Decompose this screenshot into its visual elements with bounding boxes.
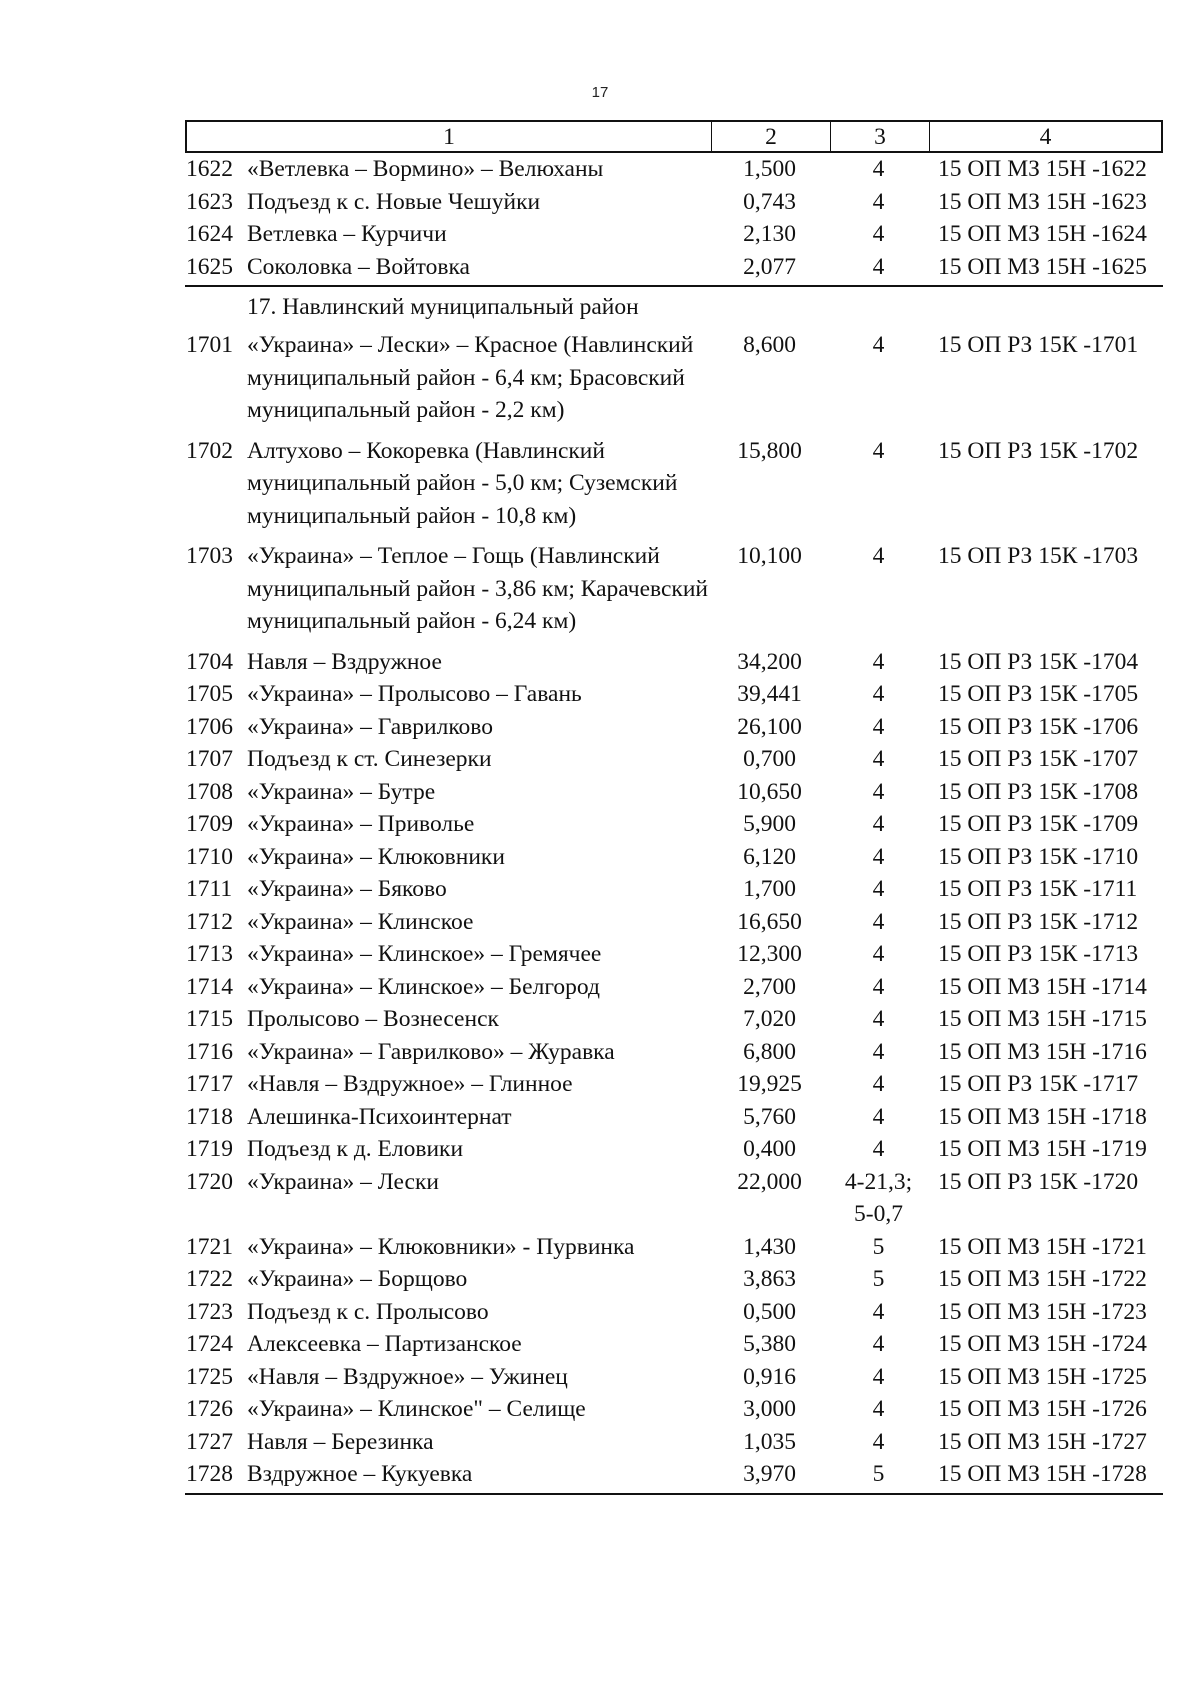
road-name: «Украина» – Борщово: [247, 1266, 468, 1292]
road-length: 1,700: [743, 876, 796, 902]
road-length: 2,130: [743, 221, 796, 247]
road-code: 15 ОП МЗ 15Н -1718: [938, 1103, 1147, 1130]
road-length: 6,800: [743, 1038, 796, 1065]
road-category: 4: [872, 156, 885, 182]
road-length: 1,035: [743, 1428, 796, 1455]
road-length: 0,743: [743, 188, 796, 215]
road-category: 4: [872, 1396, 885, 1422]
road-length: 10,100: [737, 543, 802, 569]
road-name: Пролысово – Вознесенск: [247, 1006, 499, 1032]
road-length: 0,400: [743, 1136, 796, 1162]
road-length: 15,800: [737, 437, 802, 464]
table-row: [185, 1328, 1163, 1361]
road-code: 15 ОП МЗ 15Н -1723: [938, 1298, 1147, 1325]
road-length: 5,900: [743, 811, 796, 837]
road-code: 15 ОП МЗ 15Н -1724: [938, 1331, 1147, 1357]
road-category: 4: [872, 973, 885, 1000]
road-length: 7,020: [743, 1006, 796, 1032]
road-number: 1709: [186, 811, 233, 837]
table-row: [185, 251, 1163, 284]
road-code: 15 ОП РЗ 15К -1708: [938, 778, 1139, 805]
road-name: «Украина» – Гаврилково: [247, 713, 493, 740]
road-length: 22,000: [737, 1168, 802, 1195]
header-col-4: 4: [1039, 124, 1052, 150]
road-code: 15 ОП РЗ 15К -1720: [938, 1168, 1139, 1195]
table-row: [185, 906, 1163, 939]
table-rows-section-16: [185, 153, 1163, 283]
road-code: 15 ОП МЗ 15Н -1722: [938, 1266, 1147, 1292]
road-name: Подъезд к с. Пролысово: [247, 1298, 489, 1325]
road-number: 1725: [186, 1363, 233, 1390]
table-row: [185, 1036, 1163, 1069]
road-category: 4: [872, 253, 885, 280]
road-number: 1715: [186, 1006, 233, 1032]
road-code: 15 ОП РЗ 15К -1704: [938, 648, 1139, 675]
table-row: [185, 1101, 1163, 1134]
road-category: 4: [872, 876, 885, 902]
road-number: 1721: [186, 1233, 233, 1260]
road-length: 3,000: [743, 1396, 796, 1422]
road-code: 15 ОП РЗ 15К -1703: [938, 543, 1139, 569]
road-category: 4: [872, 1363, 885, 1390]
road-length: 39,441: [737, 681, 802, 707]
road-name: Навля – Березинка: [247, 1428, 434, 1455]
road-name: Вздружное – Кукуевка: [247, 1461, 473, 1487]
road-name: «Украина» – Клюковники: [247, 843, 505, 870]
road-name: «Украина» – Клинское" – Селище: [247, 1396, 586, 1422]
road-number: 1625: [186, 253, 233, 280]
road-code: 15 ОП МЗ 15Н -1715: [938, 1006, 1147, 1032]
table-row: [185, 743, 1163, 776]
road-number: 1624: [186, 221, 233, 247]
road-code: 15 ОП РЗ 15К -1702: [938, 437, 1139, 464]
road-number: 1713: [186, 941, 233, 967]
road-code: 15 ОП МЗ 15Н -1726: [938, 1396, 1147, 1422]
table-row: [185, 971, 1163, 1004]
road-name: Алексеевка – Партизанское: [247, 1331, 522, 1357]
road-length: 5,380: [743, 1331, 796, 1357]
road-name: «Украина» – Бяково: [247, 876, 447, 902]
table-row: [185, 1003, 1163, 1036]
road-category-line-1: 4-21,3;: [844, 1168, 913, 1195]
table-header: [185, 120, 1163, 153]
road-category-line-2: 5-0,7: [854, 1201, 903, 1227]
road-number: 1622: [186, 156, 233, 182]
road-name: «Украина» – Пролысово – Гавань: [247, 681, 582, 707]
road-name: Алешинка-Психоинтернат: [247, 1103, 512, 1130]
road-number: 1623: [186, 188, 233, 215]
table-row: [185, 1361, 1163, 1394]
road-length: 2,700: [743, 973, 796, 1000]
road-length: 3,863: [743, 1266, 796, 1292]
road-name: «Ветлевка – Вормино» – Велюханы: [247, 156, 604, 182]
road-code: 15 ОП РЗ 15К -1707: [938, 746, 1139, 772]
road-code: 15 ОП РЗ 15К -1701: [938, 332, 1139, 358]
road-name: Соколовка – Войтовка: [247, 253, 470, 280]
road-category: 4: [872, 746, 885, 772]
road-code: 15 ОП РЗ 15К -1710: [938, 843, 1139, 870]
road-category: 4: [872, 713, 885, 740]
road-name: Ветлевка – Курчичи: [247, 221, 447, 247]
page-number: 17: [591, 84, 609, 101]
road-category: 4: [872, 221, 885, 247]
road-number: 1722: [186, 1266, 233, 1292]
table-row: [185, 540, 1163, 638]
road-number: 1719: [186, 1136, 233, 1162]
road-code: 15 ОП РЗ 15К -1713: [938, 941, 1139, 967]
table-row: [185, 1068, 1163, 1101]
road-length: 0,916: [743, 1363, 796, 1390]
road-category: 4: [872, 1071, 885, 1097]
road-number: 1718: [186, 1103, 233, 1130]
road-length: 1,430: [743, 1233, 796, 1260]
road-length: 16,650: [737, 908, 802, 935]
road-category: 5: [872, 1461, 885, 1487]
road-category: 4: [872, 1006, 885, 1032]
road-name: «Навля – Вздружное» – Ужинец: [247, 1363, 568, 1390]
road-name: «Украина» – Клюковники» - Пурвинка: [247, 1233, 635, 1260]
road-length: 0,700: [743, 746, 796, 772]
road-name: Алтухово – Кокоревка (Навлинский муниципальный район - 5,0 км; Суземский муниципальный район - 10,8 км): [247, 437, 678, 529]
road-length: 34,200: [737, 648, 802, 675]
road-category: 4: [872, 843, 885, 870]
road-number: 1703: [186, 543, 233, 569]
road-length: 26,100: [737, 713, 802, 740]
header-col-3: 3: [831, 122, 930, 151]
road-number: 1710: [186, 843, 233, 870]
road-code: 15 ОП РЗ 15К -1705: [938, 681, 1139, 707]
road-category: 4: [872, 811, 885, 837]
road-name: «Украина» – Теплое – Гощь (Навлинский муниципальный район - 3,86 км; Карачевский муниципальный район - 6,24 км): [247, 543, 708, 634]
road-number: 1701: [186, 332, 233, 358]
road-category: 4: [872, 1103, 885, 1130]
road-name: «Украина» – Бутре: [247, 778, 436, 805]
road-category: 4: [872, 1428, 885, 1455]
road-category: 5: [872, 1233, 885, 1260]
road-category: 4: [872, 1331, 885, 1357]
road-code: 15 ОП РЗ 15К -1717: [938, 1071, 1139, 1097]
table-row: [185, 1231, 1163, 1264]
road-code: 15 ОП МЗ 15Н -1725: [938, 1363, 1147, 1390]
road-number: 1723: [186, 1298, 233, 1325]
road-name: «Украина» – Лески: [247, 1168, 439, 1195]
road-category: 4: [872, 941, 885, 967]
road-length: 12,300: [737, 941, 802, 967]
table-rows-section-17: [185, 646, 1163, 1491]
road-name: «Украина» – Клинское» – Белгород: [247, 973, 600, 1000]
road-code: 15 ОП МЗ 15Н -1716: [938, 1038, 1147, 1065]
road-number: 1727: [186, 1428, 233, 1455]
road-number: 1708: [186, 778, 233, 805]
road-category: [829, 1166, 928, 1231]
table-row: [185, 1426, 1163, 1459]
road-number: 1726: [186, 1396, 233, 1422]
road-length: 6,120: [743, 843, 796, 870]
road-category: 4: [872, 1136, 885, 1162]
header-col-2: 2: [712, 122, 831, 151]
road-name: Подъезд к ст. Синезерки: [247, 746, 492, 772]
header-col-1: 1: [187, 122, 712, 151]
road-length: 0,500: [743, 1298, 796, 1325]
table-row: [185, 678, 1163, 711]
road-code: 15 ОП РЗ 15К -1712: [938, 908, 1139, 935]
road-name: «Украина» – Приволье: [247, 811, 475, 837]
road-name: «Украина» – Лески» – Красное (Навлинский муниципальный район - 6,4 км; Брасовский муниципальный район - 2,2 км): [247, 332, 694, 423]
road-category: 4: [872, 648, 885, 675]
road-code: 15 ОП РЗ 15К -1709: [938, 811, 1139, 837]
road-category: 5: [872, 1266, 885, 1292]
road-number: 1720: [186, 1168, 233, 1195]
road-code: 15 ОП МЗ 15Н -1727: [938, 1428, 1147, 1455]
table-row: [185, 153, 1163, 186]
road-code: 15 ОП РЗ 15К -1711: [938, 876, 1138, 902]
road-number: 1711: [186, 876, 233, 902]
road-number: 1724: [186, 1331, 233, 1357]
road-category: 4: [872, 681, 885, 707]
road-code: 15 ОП МЗ 15Н -1719: [938, 1136, 1147, 1162]
road-number: 1704: [186, 648, 233, 675]
road-category: 4: [872, 543, 885, 569]
table-row: [185, 646, 1163, 679]
road-name: Подъезд к д. Еловики: [247, 1136, 464, 1162]
table-row: [185, 1133, 1163, 1166]
road-length: 19,925: [737, 1071, 802, 1097]
road-code: 15 ОП МЗ 15Н -1623: [938, 188, 1147, 215]
road-number: 1717: [186, 1071, 233, 1097]
table-bottom-rule: [185, 1493, 1163, 1495]
road-category: 4: [872, 437, 885, 464]
road-number: 1702: [186, 437, 233, 464]
road-category: 4: [872, 778, 885, 805]
road-length: 2,077: [743, 253, 796, 280]
table-row: [185, 776, 1163, 809]
road-number: 1728: [186, 1461, 233, 1487]
table-row: [185, 218, 1163, 251]
table-row: [185, 329, 1163, 427]
road-category: 4: [872, 1038, 885, 1065]
road-category: 4: [872, 332, 885, 358]
road-code: 15 ОП МЗ 15Н -1728: [938, 1461, 1147, 1487]
table-row: [185, 435, 1163, 533]
road-name: «Навля – Вздружное» – Глинное: [247, 1071, 573, 1097]
road-number: 1716: [186, 1038, 233, 1065]
road-code: 15 ОП МЗ 15Н -1721: [938, 1233, 1147, 1260]
road-length: 8,600: [743, 332, 796, 358]
road-number: 1705: [186, 681, 233, 707]
road-length: 10,650: [737, 778, 802, 805]
road-length: 5,760: [743, 1103, 796, 1130]
table-row: [185, 1263, 1163, 1296]
road-code: 15 ОП МЗ 15Н -1625: [938, 253, 1147, 280]
district-title: 17. Навлинский муниципальный район: [247, 294, 639, 320]
road-category: 4: [872, 1298, 885, 1325]
table-rows-multiline: [185, 329, 1163, 638]
road-code: 15 ОП МЗ 15Н -1624: [938, 221, 1147, 247]
road-table: [185, 120, 1163, 1495]
table-row: [185, 873, 1163, 906]
table-row: [185, 938, 1163, 971]
road-category: 4: [872, 908, 885, 935]
table-row: [185, 711, 1163, 744]
table-row: [185, 808, 1163, 841]
road-number: 1712: [186, 908, 233, 935]
road-code: 15 ОП РЗ 15К -1706: [938, 713, 1139, 740]
table-row: [185, 1296, 1163, 1329]
table-row: [185, 186, 1163, 219]
road-name: «Украина» – Клинское» – Гремячее: [247, 941, 602, 967]
road-name: «Украина» – Гаврилково» – Журавка: [247, 1038, 615, 1065]
table-row: [185, 841, 1163, 874]
road-category: 4: [872, 188, 885, 215]
road-number: 1706: [186, 713, 233, 740]
table-row: [185, 1166, 1163, 1231]
road-number: 1707: [186, 746, 233, 772]
road-length: 1,500: [743, 156, 796, 182]
road-name: Подъезд к с. Новые Чешуйки: [247, 188, 541, 215]
road-name: «Украина» – Клинское: [247, 908, 474, 935]
road-code: 15 ОП МЗ 15Н -1714: [938, 973, 1147, 1000]
road-code: 15 ОП МЗ 15Н -1622: [938, 156, 1147, 182]
road-name: Навля – Вздружное: [247, 648, 442, 675]
table-row: [185, 1458, 1163, 1491]
table-row: [185, 1393, 1163, 1426]
road-length: 3,970: [743, 1461, 796, 1487]
road-number: 1714: [186, 973, 233, 1000]
